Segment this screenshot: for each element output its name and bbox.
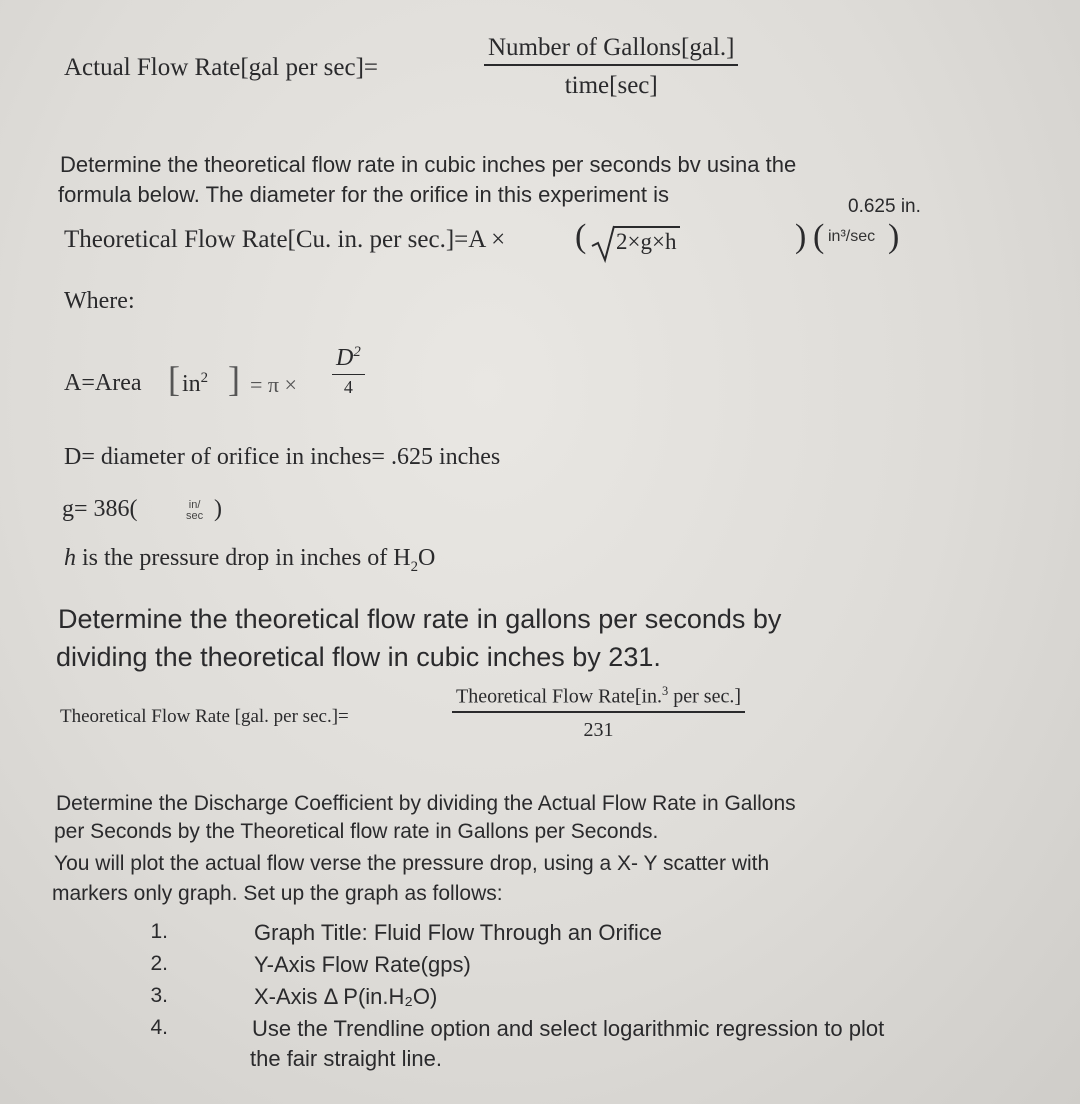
gravity-unit-top: in bbox=[188, 499, 198, 511]
pressure-end: O bbox=[418, 545, 436, 571]
area-numerator bbox=[332, 344, 365, 375]
discharge-line3: You will plot the actual flow verse the pressure drop, using a X- Y scatter with bbox=[54, 852, 770, 875]
step-text: Y-Axis Flow Rate(gps) bbox=[254, 952, 471, 977]
area-unit bbox=[182, 370, 208, 398]
area-lhs: A=Area bbox=[64, 370, 142, 396]
orifice-diameter-value: 0.625 in. bbox=[848, 196, 921, 217]
pressure-h: h bbox=[64, 545, 76, 571]
gallons-instruction-line2: dividing the theoretical flow in cubic inches by 231. bbox=[56, 642, 661, 672]
discharge-line4: markers only graph. Set up the graph as follows: bbox=[52, 882, 503, 905]
theoretical-intro-line2: formula below. The diameter for the orifice in this experiment is bbox=[58, 182, 669, 207]
area-denominator: 4 bbox=[343, 377, 353, 397]
square-root-symbol bbox=[590, 224, 616, 264]
step-number: 4. bbox=[150, 1016, 168, 1039]
gallons-formula-lhs: Theoretical Flow Rate [gal. per sec.]= bbox=[60, 706, 349, 727]
open-paren-left: ( bbox=[575, 218, 587, 255]
area-fraction bbox=[332, 344, 365, 398]
gravity-unit-bottom: sec bbox=[186, 510, 204, 522]
area-numerator-base: D bbox=[336, 345, 354, 371]
step-text: Graph Title: Fluid Flow Through an Orifice bbox=[254, 920, 662, 945]
step-number: 2. bbox=[150, 952, 168, 975]
actual-flow-numerator: Number of Gallons[gal.] bbox=[484, 34, 738, 66]
gallons-formula-denominator: 231 bbox=[583, 718, 614, 741]
where-label: Where: bbox=[64, 288, 135, 314]
discharge-line1: Determine the Discharge Coefficient by dividing the Actual Flow Rate in Gallons bbox=[56, 792, 796, 815]
open-paren-units: ( bbox=[813, 218, 825, 255]
gallons-numerator-end: per sec.] bbox=[668, 685, 741, 708]
gravity-unit: in/ sec bbox=[186, 499, 204, 522]
pressure-definition bbox=[64, 545, 435, 576]
pressure-text: is the pressure drop in inches of H bbox=[76, 545, 411, 571]
actual-flow-fraction bbox=[484, 34, 738, 100]
actual-flow-denominator: time[sec] bbox=[564, 72, 658, 99]
radicand: 2×g×h bbox=[614, 226, 680, 255]
pressure-sub: 2 bbox=[410, 558, 419, 575]
gravity-close: ) bbox=[214, 496, 222, 522]
step-text: X-Axis Δ P(in.H₂O) bbox=[254, 984, 438, 1009]
discharge-line2: per Seconds by the Theoretical flow rate in Gallons per Seconds. bbox=[54, 820, 659, 843]
area-unit-exp: 2 bbox=[200, 370, 209, 386]
gallons-formula-fraction bbox=[452, 684, 745, 742]
gallons-numerator-base: Theoretical Flow Rate[in. bbox=[456, 685, 663, 708]
step-text-continued: the fair straight line. bbox=[250, 1046, 442, 1071]
step-text: Use the Trendline option and select logarithmic regression to plot bbox=[252, 1016, 885, 1041]
bracket-right: ] bbox=[228, 359, 240, 399]
area-unit-base: in bbox=[182, 371, 201, 397]
theoretical-formula-lhs: Theoretical Flow Rate[Cu. in. per sec.]=A × bbox=[64, 226, 506, 253]
gallons-formula-numerator bbox=[452, 684, 745, 713]
gravity-text: g= 386( bbox=[62, 496, 138, 522]
area-mid: = π × bbox=[250, 372, 297, 397]
theoretical-intro-line1: Determine the theoretical flow rate in cubic inches per seconds bv usina the bbox=[60, 152, 797, 177]
gallons-instruction-line1: Determine the theoretical flow rate in gallons per seconds by bbox=[58, 604, 782, 634]
step-number: 3. bbox=[150, 984, 168, 1007]
bracket-left: [ bbox=[168, 359, 180, 399]
diameter-definition: D= diameter of orifice in inches= .625 inches bbox=[64, 444, 501, 470]
close-paren-units: ) bbox=[888, 218, 900, 255]
area-numerator-exp: 2 bbox=[353, 344, 361, 360]
step-number: 1. bbox=[150, 920, 168, 943]
close-paren-root: ) bbox=[795, 218, 807, 255]
flow-units: in³/sec bbox=[828, 228, 876, 245]
gallons-numerator-exp: 3 bbox=[662, 684, 669, 698]
actual-flow-lhs: Actual Flow Rate[gal per sec]= bbox=[64, 54, 378, 81]
